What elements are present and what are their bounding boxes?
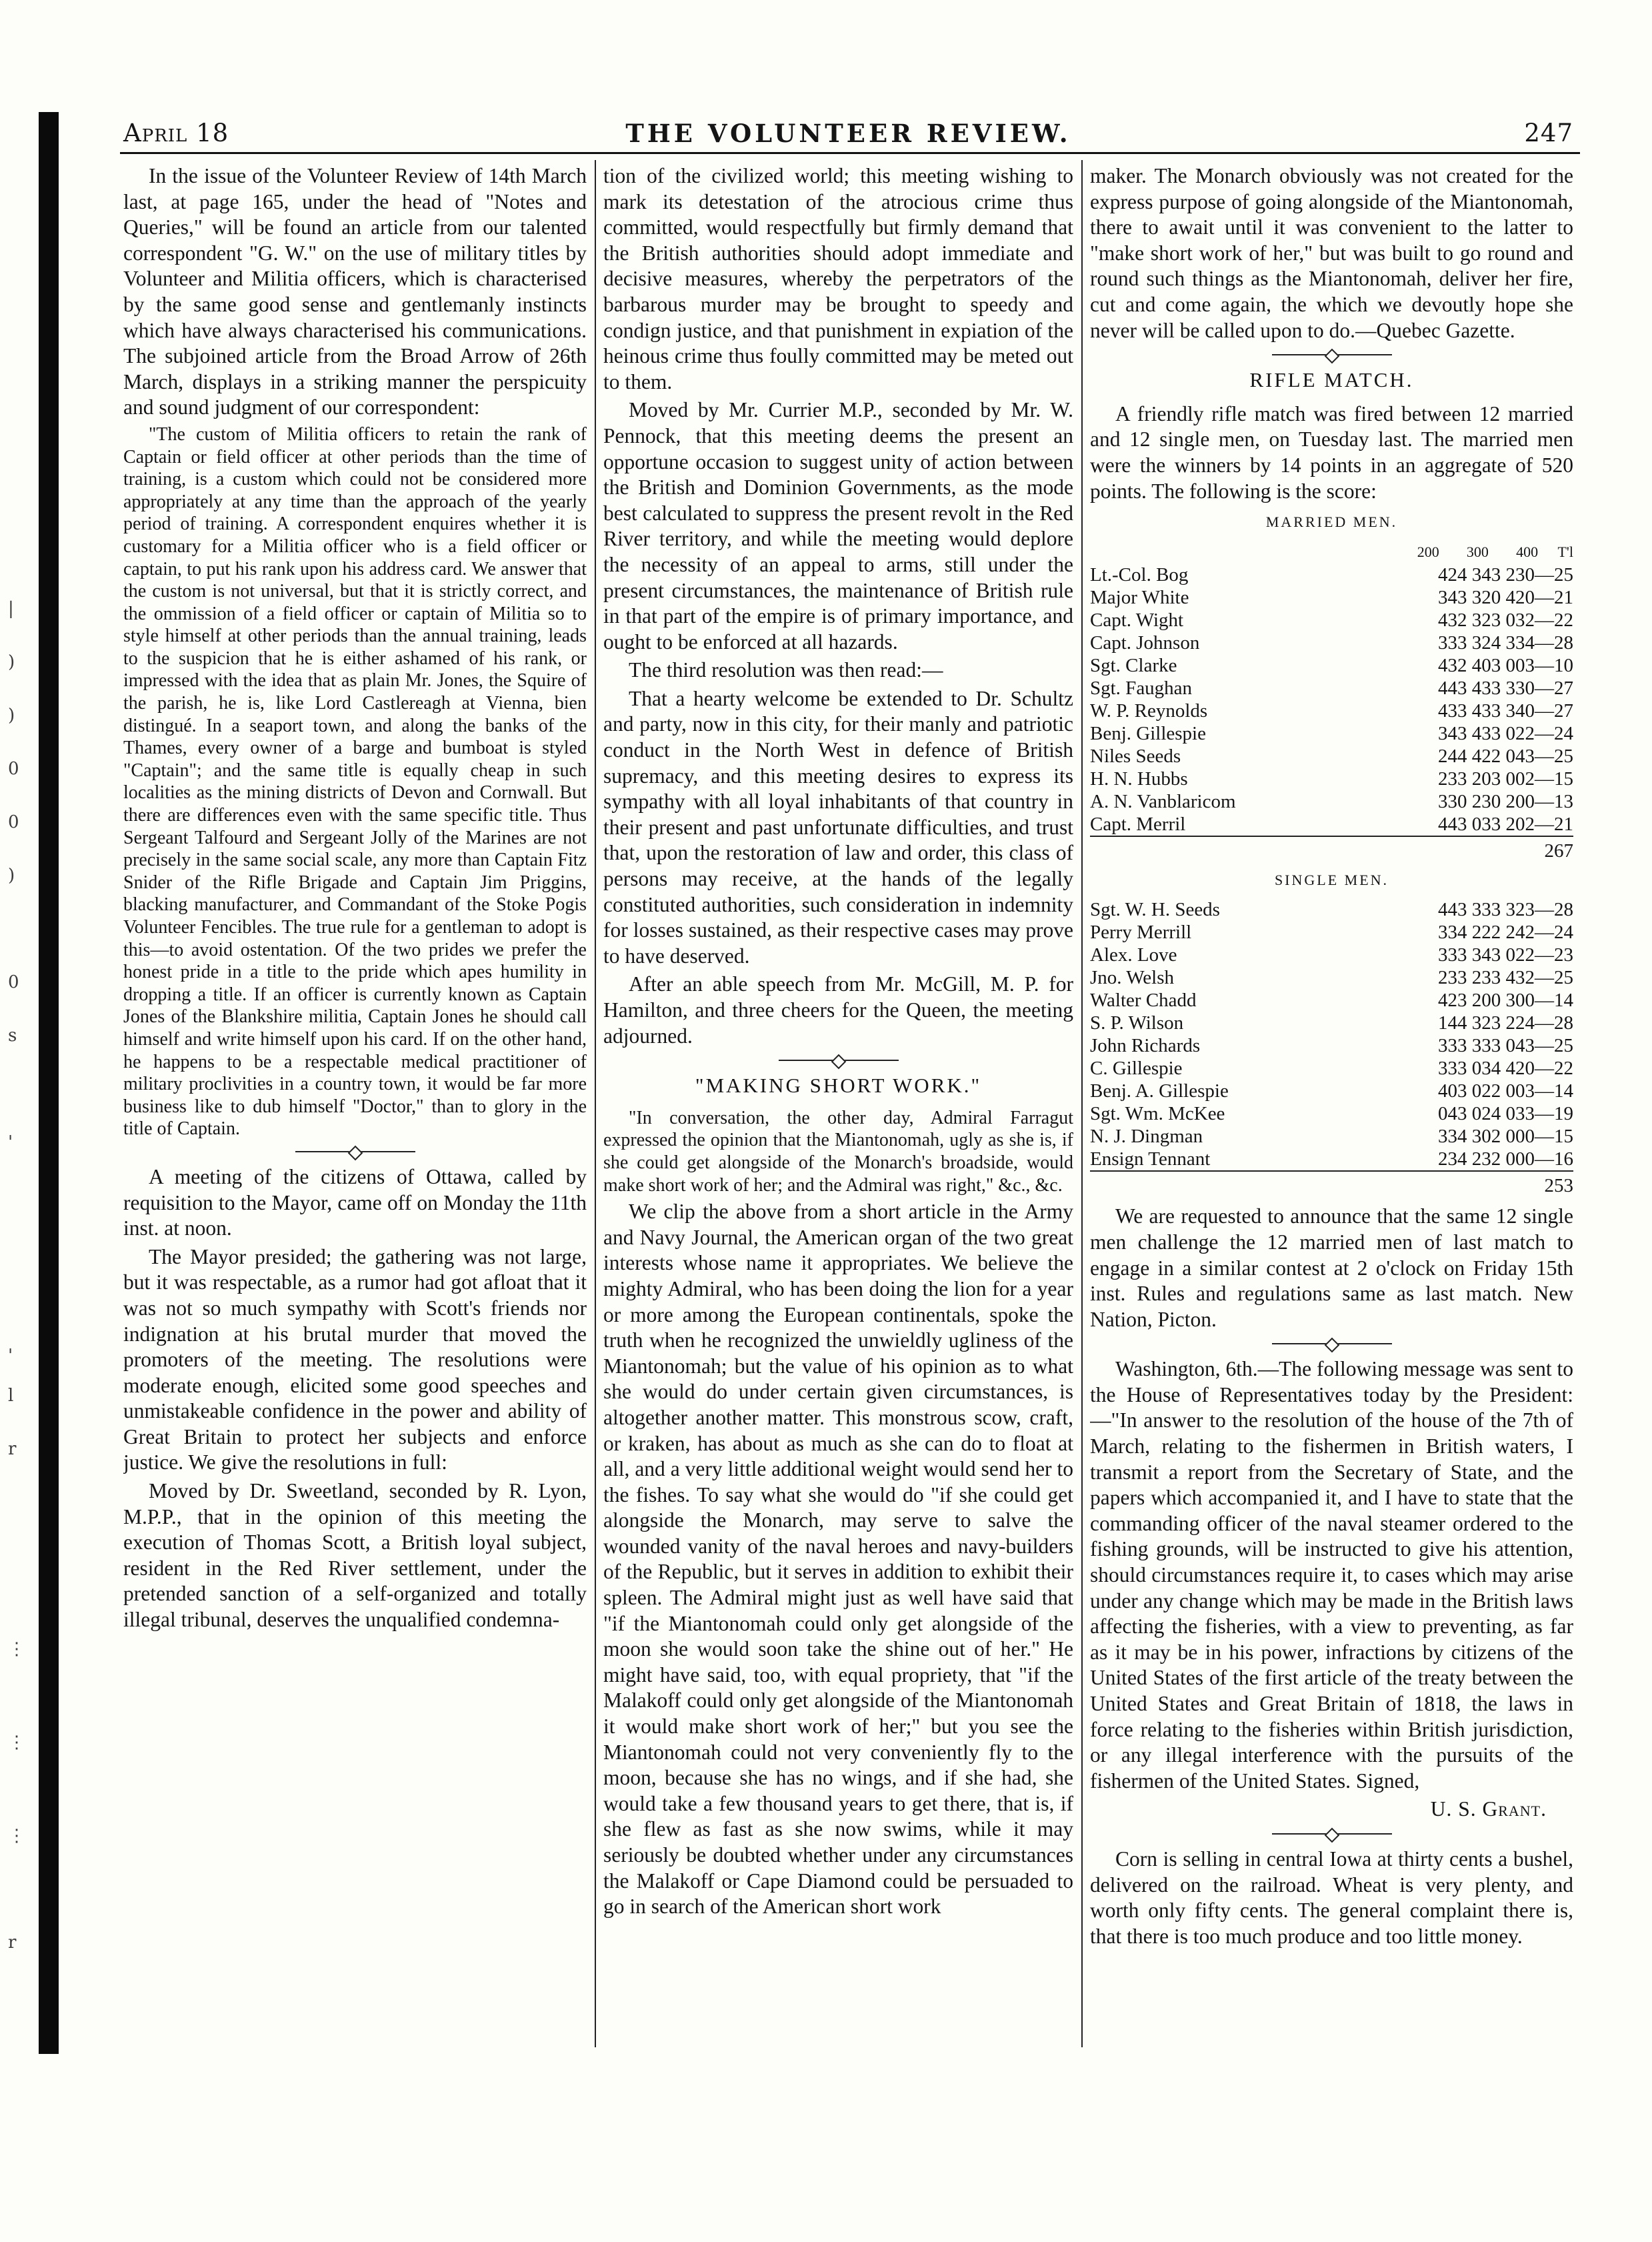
shooter-score: 443 433 330—27 xyxy=(1438,677,1573,699)
shooter-score: 144 323 224—28 xyxy=(1438,1012,1573,1034)
shooter-name: Lt.-Col. Bog xyxy=(1090,564,1189,586)
shooter-name: Benj. Gillespie xyxy=(1090,722,1206,744)
header-date: April 18 xyxy=(123,119,229,147)
shooter-name: Sgt. Clarke xyxy=(1090,654,1177,676)
shooter-name: Capt. Johnson xyxy=(1090,632,1200,654)
meeting-adjourned: After an able speech from Mr. McGill, M. P. for Hamilton, and three cheers for the Queen, the meeting adjourned. xyxy=(603,972,1073,1048)
shooter-score: 443 333 323—28 xyxy=(1438,899,1573,921)
resolution-first-continued: tion of the civilized world; this meeting wishing to mark its detestation of the atrocious crime thus committed, would respectfully but firmly demand that the British authorities should adopt immediate and decisive measures, whereby the perpetrators of the barbarous murder may be brought to speedy and condign justice, and that punishment in expiation of the heinous crime thus foully committed may be meted out to them. xyxy=(603,164,1073,393)
single-men-heading: SINGLE MEN. xyxy=(1274,871,1389,888)
article-ottawa-meeting-intro: A meeting of the citizens of Ottawa, called by requisition to the Mayor, came off on Monday the 11th inst. at noon. xyxy=(123,1164,587,1240)
shooter-name: Major White xyxy=(1090,586,1189,608)
section-divider xyxy=(779,1060,899,1061)
shooter-score: 343 320 420—21 xyxy=(1438,586,1573,608)
shooter-name: C. Gillespie xyxy=(1090,1058,1183,1080)
column-3 xyxy=(1090,163,1573,2044)
shooter-score: 333 324 334—28 xyxy=(1438,632,1573,654)
shooter-name: Capt. Merril xyxy=(1090,813,1186,835)
score-row xyxy=(1090,1102,1573,1125)
shooter-name: Alex. Love xyxy=(1090,944,1177,966)
shooter-name: A. N. Vanblaricom xyxy=(1090,790,1236,812)
score-row xyxy=(1090,944,1573,966)
article-volunteer-titles-intro: In the issue of the Volunteer Review of 14th March last, at page 165, under the head of "Notes and Queries," will be found an article from our talented correspondent "G. W." on the use of military titles by Volunteer and Militia officers, which is characterised by the same good sense and gentlemanly instincts which have always characterised his communications. The subjoined article from the Broad Arrow of 26th March, displays in a striking manner the perspicuity and sound judgment of our correspondent: xyxy=(123,164,587,419)
shooter-name: W. P. Reynolds xyxy=(1090,700,1208,722)
score-row xyxy=(1090,1034,1573,1057)
range-label: 300 xyxy=(1466,543,1489,560)
single-total: 253 xyxy=(1090,1171,1573,1197)
score-row xyxy=(1090,677,1573,700)
shooter-name: Sgt. Wm. McKee xyxy=(1090,1103,1225,1125)
column-rule-2 xyxy=(1081,160,1083,2047)
score-row xyxy=(1090,989,1573,1012)
section-divider xyxy=(1272,354,1392,355)
score-row xyxy=(1090,768,1573,790)
score-row xyxy=(1090,609,1573,632)
newspaper-title: THE VOLUNTEER REVIEW. xyxy=(625,119,1071,148)
resolution-first: Moved by Dr. Sweetland, seconded by R. Lyon, M.P.P., that in the opinion of this meeting the execution of Thomas Scott, a British loyal subject, resident in the Red River settlement, under the pretended sanction of a self-organized and totally illegal tribunal, deserves the unqualified condemna- xyxy=(123,1479,587,1632)
single-men-scores xyxy=(1090,898,1573,1197)
iowa-corn-item: Corn is selling in central Iowa at thirty cents a bushel, delivered on the railroad. Wheat is very plenty, and worth only fifty cents. The general complaint there is, that there is too much produce and too little money. xyxy=(1090,1847,1573,1948)
washington-message: Washington, 6th.—The following message was sent to the House of Representatives today by the President:—"In answer to the resolution of the house of the 7th of March, relating to the fishermen in British waters, I transmit a report from the Secretary of State, and the papers which accompanied it, and I have to state that the commanding officer of the naval steamer ordered to the fishing grounds, will be instructed to give his attention, should circumstances require it, to cases which may arise under any change which may be made in the British laws affecting the fisheries, with a view to preventing, as far as it may be in his power, infractions by citizens of the United States of the first article of the treaty between the United States and Great Britain of 1818, the laws in force relating to the fisheries within British jurisdiction, or any illegal interference with the pursuits of the fishermen of the United States. Signed, xyxy=(1090,1357,1573,1793)
shooter-name: Benj. A. Gillespie xyxy=(1090,1080,1229,1102)
article-short-work-body: We clip the above from a short article in the Army and Navy Journal, the American organ of the two great interests whose name it appropriates. We believe the mighty Admiral, who has been doing the lion for a year or more among the European continentals, spoke the truth when he recognized the unwieldly ugliness of the Miantonomah; but the value of his opinion as to what she would do under certain given circumstances, is altogether another matter. This monstrous scow, craft, or kraken, has about as much as she can do to float at all, and a very little additional weight would send her to the fishes. To say what she would do "if she could get alongside the Monarch, may serve to salve the wounded vanity of the naval heroes and navy-builders of the Republic, but it serves in addition to exhibit their spleen. The Admiral might just as well have said that "if the Miantonomah could only get alongside of the moon she would soon take the shine out of her." He might have said, too, with equal propriety, that "if the Malakoff could only get alongside of the Miantonomah it would make short work of her;" but you see the Miantonomah could not very conveniently fly to the moon, because she has no wings, and if she had, she would take a few thousand years to get there, that is, if she flew as fast as she now swims, while it may seriously be doubted whether under any circumstances the Malakoff or Cape Diamond could be persuaded to go in search of the American short work xyxy=(603,1200,1073,1919)
shooter-name: S. P. Wilson xyxy=(1090,1012,1184,1034)
score-row xyxy=(1090,898,1573,921)
shooter-score: 233 233 432—25 xyxy=(1438,967,1573,989)
shooter-score: 043 024 033—19 xyxy=(1438,1103,1573,1125)
score-row xyxy=(1090,632,1573,654)
score-row xyxy=(1090,722,1573,745)
shooter-score: 403 022 003—14 xyxy=(1438,1080,1573,1102)
page-number: 247 xyxy=(1524,119,1573,147)
binding-strip xyxy=(39,112,59,2054)
married-total-row xyxy=(1090,836,1573,862)
shooter-score: 233 203 002—15 xyxy=(1438,768,1573,790)
article-heading-short-work: "MAKING SHORT WORK." xyxy=(695,1074,982,1098)
shooter-name: Ensign Tennant xyxy=(1090,1148,1211,1170)
shooter-score: 432 323 032—22 xyxy=(1438,609,1573,631)
shooter-score: 244 422 043—25 xyxy=(1438,745,1573,767)
column-rule-1 xyxy=(595,160,596,2047)
shooter-name: Sgt. W. H. Seeds xyxy=(1090,899,1220,921)
shooter-name: H. N. Hubbs xyxy=(1090,768,1188,790)
section-divider xyxy=(295,1151,415,1152)
score-row xyxy=(1090,1080,1573,1102)
shooter-score: 234 232 000—16 xyxy=(1438,1148,1573,1170)
shooter-name: Walter Chadd xyxy=(1090,990,1197,1012)
shooter-score: 433 433 340—27 xyxy=(1438,700,1573,722)
score-row xyxy=(1090,813,1573,836)
signature-grant: U. S. Grant. xyxy=(1430,1797,1547,1821)
score-row xyxy=(1090,966,1573,989)
shooter-score: 432 403 003—10 xyxy=(1438,654,1573,676)
section-divider xyxy=(1272,1343,1392,1344)
article-broad-arrow-quote: "The custom of Militia officers to retain the rank of Captain or field officer at other periods than the time of training, is a custom which could not be considered more appropriately at any time than the approach of the yearly period of training. A correspondent enquires whether it is customary for a Militia officer who is a field officer or captain, to put his rank upon his address card. We answer that the custom is not universal, but that it is strictly correct, and the ommission of a field officer or captain of Militia so to style himself at other periods than the annual training, leads to the suspicion that he is either ashamed of his rank, or impressed with the idea that as plain Mr. Jones, the Squire of the parish, he is, like Lord Castlereagh at Vienna, bien distingué. In a seaport town, and along the banks of the Thames, every owner of a barge and bumboat is styled "Captain"; and the same title is equally cheap in such localities as the mining districts of Devon and Cornwall. But there are differences even with the same specific title. Thus Sergeant Talfourd and Sergeant Jolly of the Marines are not precisely in the same social scale, any more than Captain Fitz Snider of the Rifle Brigade and Captain Jim Priggins, blacking manufacturer, and Commandant of the Stoke Pogis Volunteer Fencibles. The true rule for a gentleman to adopt is this—to avoid ostentation. Of the two prides we prefer the honest pride in a title to the pride which apes humility in dropping a title. If an officer is currently known as Captain Jones of the Blankshire militia, Captain Jones he should call himself and write himself upon his card. If on the other hand, he happens to be a respectable medical practitioner of military proclivities in a country town, it would be far more business like to dub himself "Doctor," than to glory in the title of Captain. xyxy=(123,423,587,1140)
shooter-name: Sgt. Faughan xyxy=(1090,677,1193,699)
married-men-scores xyxy=(1090,541,1573,862)
shooter-score: 334 222 242—24 xyxy=(1438,922,1573,944)
score-row xyxy=(1090,921,1573,944)
resolution-second: Moved by Mr. Currier M.P., seconded by Mr. W. Pennock, that this meeting deems the present an opportune occasion to suggest unity of action between the British and Dominion Governments, as the mode best calculated to suppress the present revolt in the Red River territory, and while the meeting would deplore the necessity of an appeal to arms, still under the present circumstances, the maintenance of British rule in that part of the empire is of primary importance, and ought to be enforced at all hazards. xyxy=(603,398,1073,654)
article-short-work-continued: maker. The Monarch obviously was not created for the express purpose of going alongside of the Miantonomah, there to await until it was convenient to the latter to "make short work of her," but was built to go round and round such things as the Miantonomah, deliver her fire, cut and come again, the which we devoutly hope she never will be called upon to do.—Quebec Gazette. xyxy=(1090,164,1573,342)
shooter-score: 333 034 420—22 xyxy=(1438,1058,1573,1080)
score-row xyxy=(1090,700,1573,722)
rifle-match-intro: A friendly rifle match was fired between 12 married and 12 single men, on Tuesday last. The married men were the winners by 14 points in an aggregate of 520 points. The following is the score: xyxy=(1090,401,1573,503)
married-total: 267 xyxy=(1090,836,1573,862)
score-row xyxy=(1090,586,1573,609)
range-label: 200 xyxy=(1417,543,1439,560)
score-row xyxy=(1090,654,1573,677)
shooter-name: Jno. Welsh xyxy=(1090,967,1175,989)
range-label: T'l xyxy=(1557,543,1573,560)
score-row xyxy=(1090,745,1573,768)
article-ottawa-meeting-body: The Mayor presided; the gathering was not large, but it was respectable, as a rumor had got afloat that it was not so much sympathy with Scott's friends nor indignation at his brutal murder that moved the promoters of the meeting. The resolutions were moderate enough, elicited some good speeches and unmistakeable confidence in the power and ability of Great Britain to protect her subjects and enforce justice. We give the resolutions in full: xyxy=(123,1244,587,1474)
shooter-score: 343 433 022—24 xyxy=(1438,722,1573,744)
score-row xyxy=(1090,564,1573,586)
shooter-name: Perry Merrill xyxy=(1090,922,1192,944)
range-label: 400 xyxy=(1516,543,1539,560)
shooter-name: Niles Seeds xyxy=(1090,745,1181,767)
shooter-name: N. J. Dingman xyxy=(1090,1126,1203,1148)
score-row xyxy=(1090,1148,1573,1171)
score-row xyxy=(1090,1057,1573,1080)
score-row xyxy=(1090,790,1573,813)
farragut-quote: "In conversation, the other day, Admiral Farragut expressed the opinion that the Miantonomah, ugly as she is, if she could get alongside of the Monarch's broadside, would make short work of her; and the Admiral was right," &c., &c. xyxy=(603,1107,1073,1196)
shooter-score: 330 230 200—13 xyxy=(1438,790,1573,812)
resolution-third: That a hearty welcome be extended to Dr. Schultz and party, now in this city, for their manly and patriotic conduct in the North West in defence of British supremacy, and this meeting desires to express its sympathy with all loyal inhabitants of that country in their present and past unfortunate difficulties, and trust that, upon the restoration of law and order, this class of persons may receive, at the hands of the legally constituted authorities, such consideration in indemnity for losses sustained, as their respective cases may prove to have deserved. xyxy=(603,686,1073,968)
margin-marks: | ) ) 0 0 ) 0 s ' ' l r ⋮ ⋮ ⋮ r xyxy=(8,599,25,1953)
shooter-score: 423 200 300—14 xyxy=(1438,990,1573,1012)
header-rule xyxy=(120,152,1580,154)
shooter-score: 424 343 230—25 xyxy=(1438,564,1573,586)
column-1 xyxy=(123,163,587,2044)
shooter-name: John Richards xyxy=(1090,1035,1201,1057)
shooter-score: 334 302 000—15 xyxy=(1438,1126,1573,1148)
section-divider xyxy=(1272,1833,1392,1835)
rifle-match-challenge: We are requested to announce that the same 12 single men challenge the 12 married men of last match to engage in a similar contest at 2 o'clock on Friday 15th inst. Rules and regulations same as last match. New Nation, Picton. xyxy=(1090,1204,1573,1331)
column-2 xyxy=(603,163,1073,2044)
married-men-heading: MARRIED MEN. xyxy=(1265,513,1398,531)
shooter-score: 443 033 202—21 xyxy=(1438,813,1573,835)
shooter-score: 333 343 022—23 xyxy=(1438,944,1573,966)
shooter-score: 333 333 043—25 xyxy=(1438,1035,1573,1057)
score-row xyxy=(1090,1012,1573,1034)
single-total-row xyxy=(1090,1171,1573,1197)
article-heading-rifle-match: RIFLE MATCH. xyxy=(1249,368,1414,392)
resolution-third-intro: The third resolution was then read:— xyxy=(629,658,943,682)
score-row xyxy=(1090,1125,1573,1148)
shooter-name: Capt. Wight xyxy=(1090,609,1184,631)
range-header-row xyxy=(1090,541,1573,564)
